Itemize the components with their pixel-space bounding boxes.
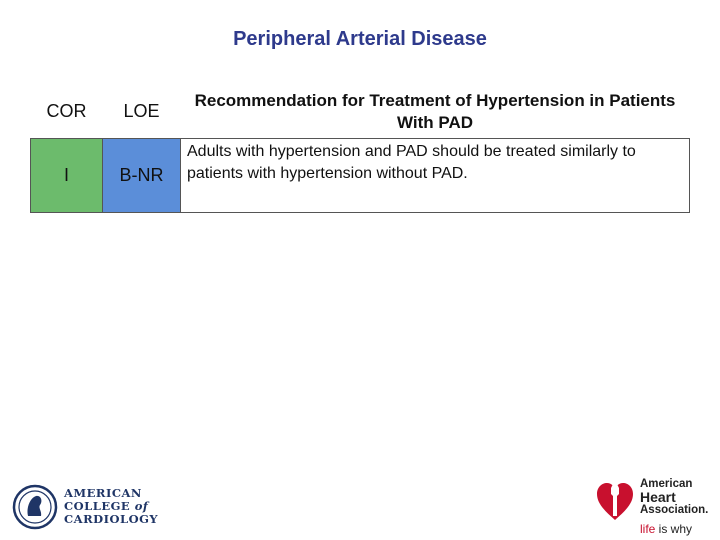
aha-wordmark (640, 478, 708, 517)
slide-title: Peripheral Arterial Disease (233, 28, 487, 50)
table-row (31, 139, 690, 213)
cor-header: COR (46, 100, 87, 121)
recommendation-text: Adults with hypertension and PAD should be treated similarly to patients with hypertension without PAD. (181, 139, 690, 213)
aha-heart-torch-icon (596, 476, 634, 522)
cor-value: I (31, 139, 103, 213)
acc-wordmark (64, 487, 158, 526)
acc-line3: CARDIOLOGY (64, 512, 159, 526)
aha-tagline (640, 522, 692, 536)
loe-header: LOE (123, 100, 160, 121)
recommendation-header: Recommendation for Treatment of Hypertension in Patients With PAD (194, 91, 676, 132)
acc-line2-of: of (134, 499, 149, 513)
table-header-row (31, 84, 690, 139)
aha-logo (596, 474, 716, 536)
aha-line2: Heart (640, 489, 676, 505)
acc-seal-icon (12, 484, 58, 530)
acc-line1: AMERICAN (64, 486, 142, 500)
recommendation-table (30, 84, 690, 213)
aha-tag-rest: is why (655, 522, 693, 536)
loe-value: B-NR (103, 139, 181, 213)
acc-logo (12, 484, 172, 530)
aha-line3: Association. (640, 504, 709, 516)
aha-tag-life: life (640, 522, 656, 536)
aha-line1: American (640, 478, 693, 490)
acc-line2-a: COLLEGE (64, 499, 135, 513)
